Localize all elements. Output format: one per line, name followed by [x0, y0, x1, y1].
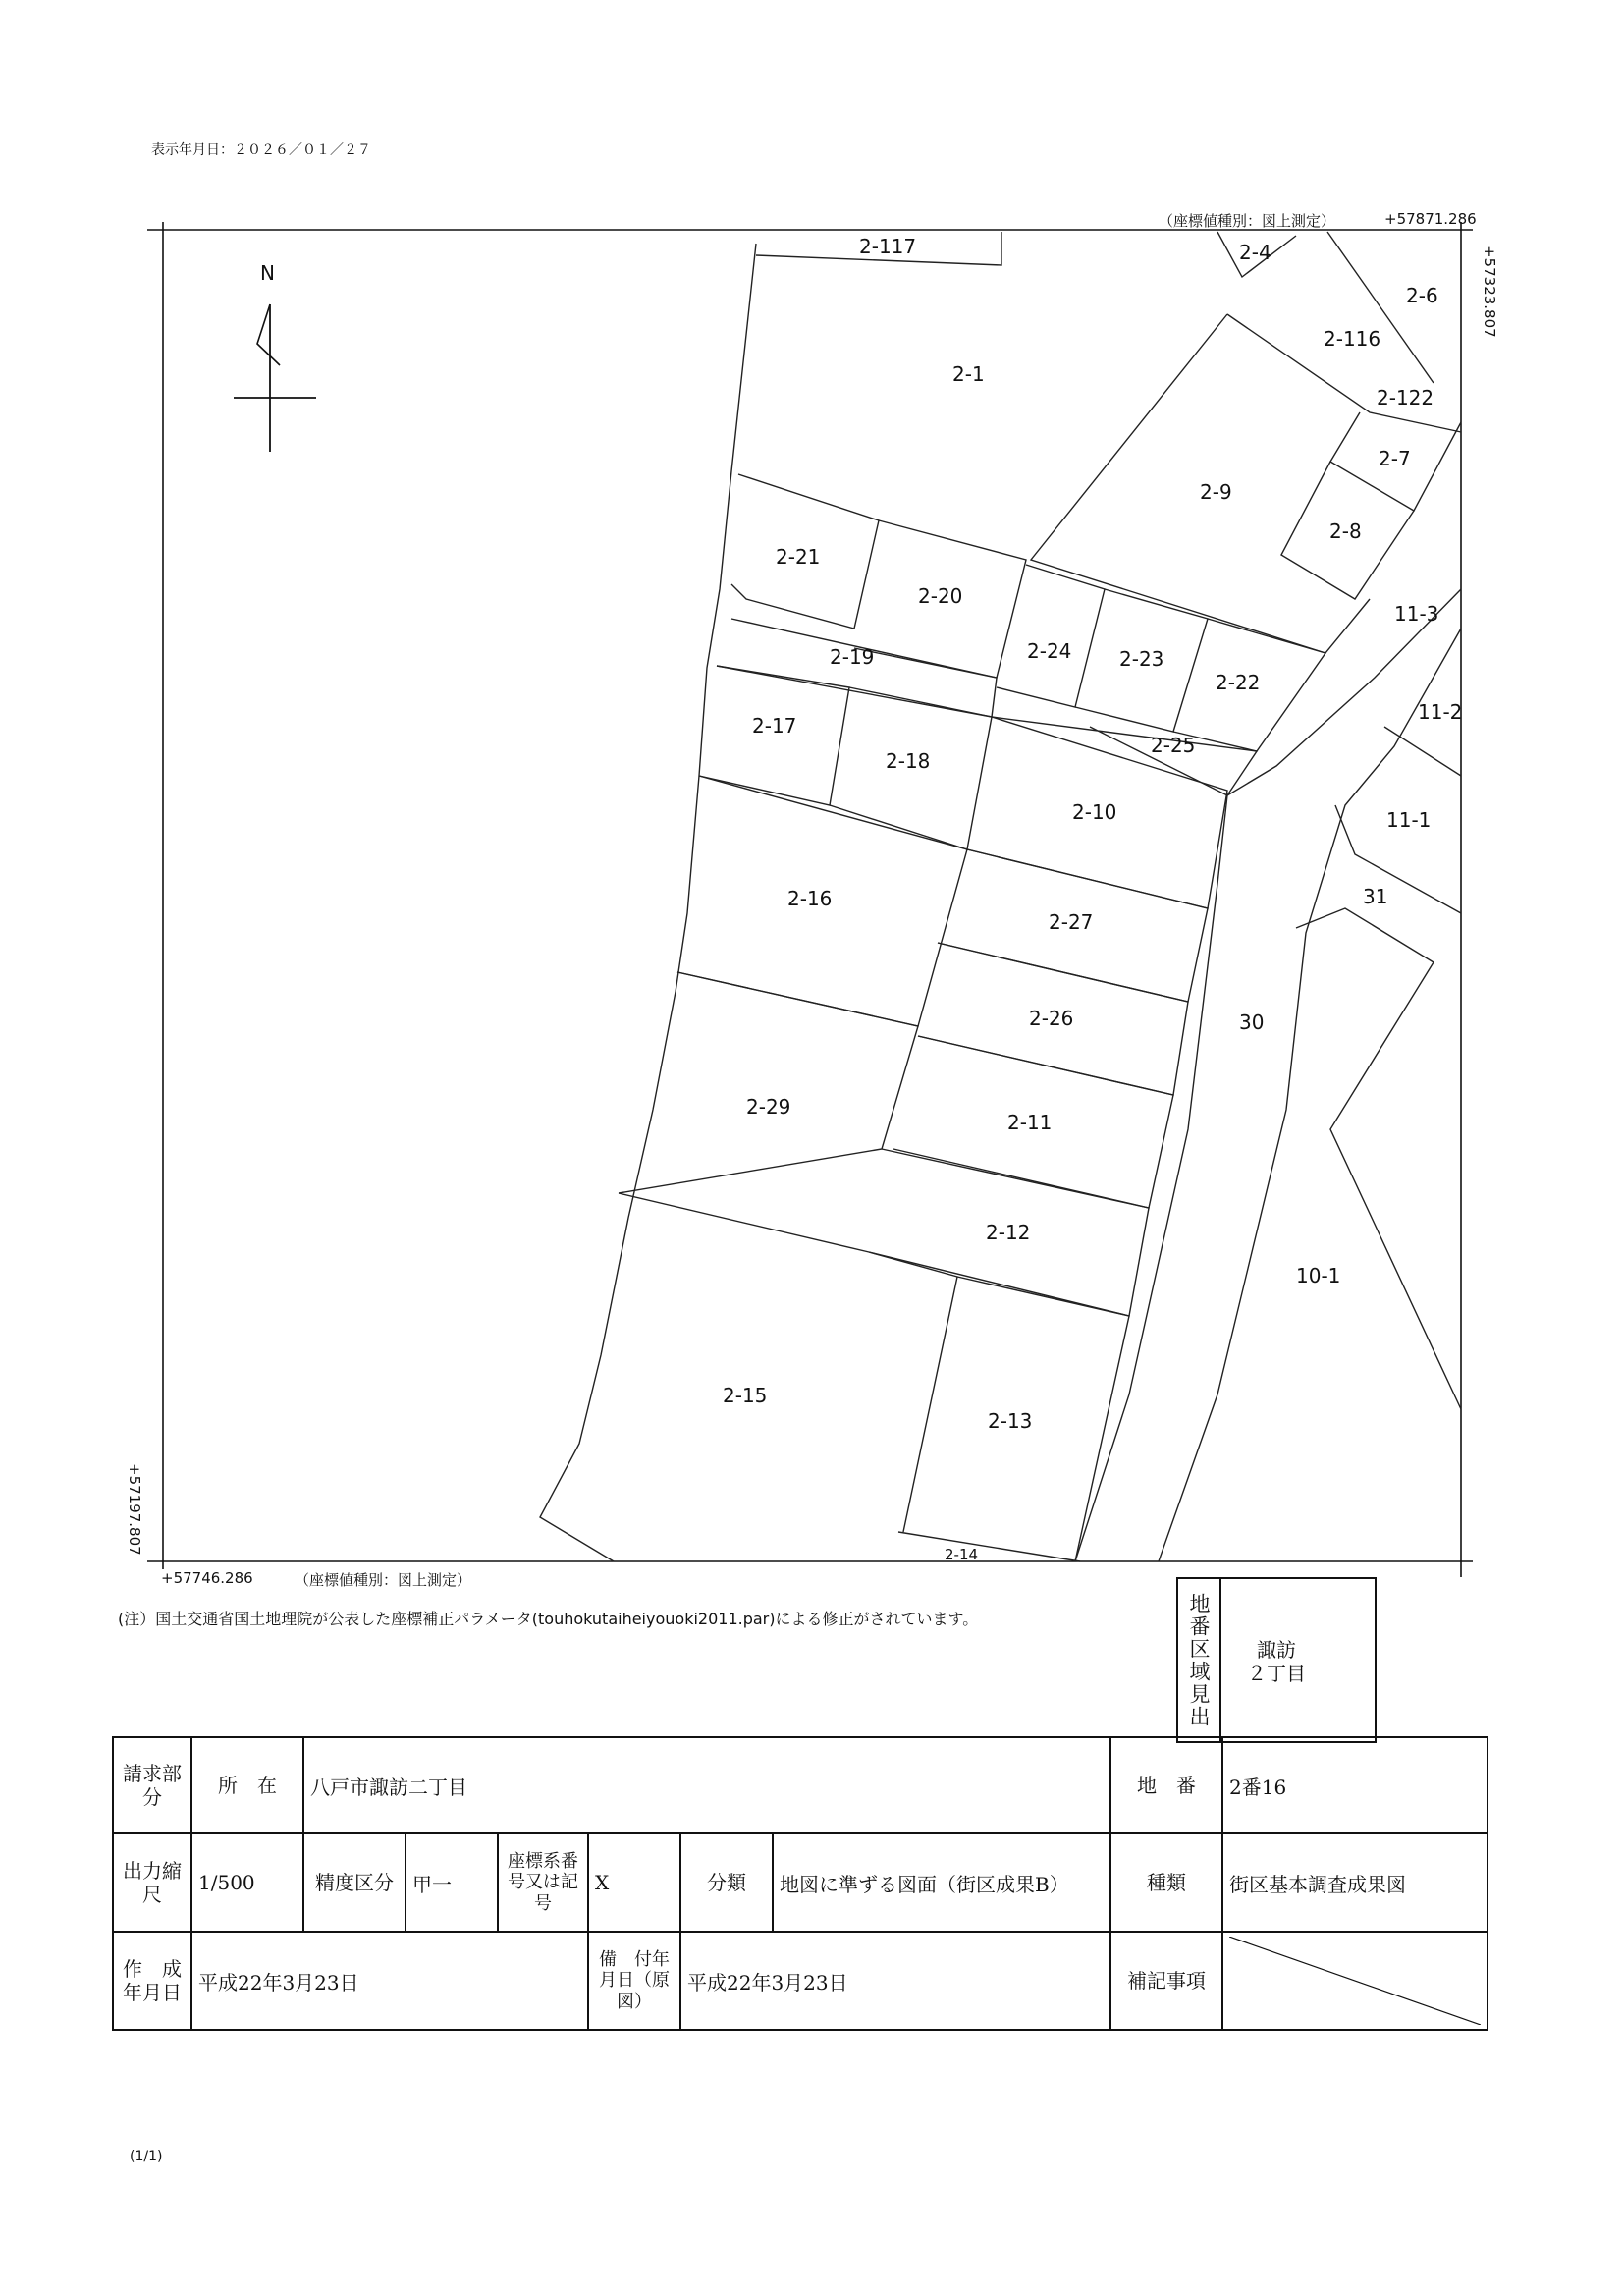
- parcel-label-2-21: 2-21: [776, 545, 821, 569]
- parcel-label-2-22: 2-22: [1216, 671, 1261, 694]
- parcel-label-2-10: 2-10: [1072, 800, 1117, 824]
- north-label: N: [260, 261, 275, 285]
- parcel-label-2-15: 2-15: [723, 1384, 768, 1407]
- label-type: 種類: [1110, 1833, 1222, 1932]
- created-date-value: 平成22年3月23日: [191, 1932, 588, 2030]
- lot-2-24-boundary: [997, 565, 1105, 707]
- label-remarks: 補記事項: [1110, 1932, 1222, 2030]
- parcel-label-2-14: 2-14: [945, 1546, 979, 1563]
- label-location: 所 在: [191, 1737, 303, 1833]
- parcel-label-2-8: 2-8: [1329, 519, 1362, 543]
- label-category: 分類: [680, 1833, 773, 1932]
- parcel-label-2-27: 2-27: [1049, 910, 1094, 934]
- parcel-label-2-1: 2-1: [952, 362, 985, 386]
- parcel-label-2-23: 2-23: [1119, 647, 1164, 671]
- coord-right-top: +57323.807: [1481, 246, 1498, 338]
- parcel-label-2-7: 2-7: [1379, 447, 1411, 470]
- type-value: 街区基本調査成果図: [1222, 1833, 1488, 1932]
- label-created-date: 作 成年月日: [113, 1932, 191, 2030]
- label-output-scale: 出力縮尺: [113, 1833, 191, 1932]
- parcel-labels: [723, 235, 1462, 1563]
- parcel-label-2-29: 2-29: [746, 1095, 791, 1119]
- index-area-line1: 諏訪: [1257, 1638, 1296, 1662]
- location-value: 八戸市諏訪二丁目: [303, 1737, 1110, 1833]
- label-lot-number: 地 番: [1110, 1737, 1222, 1833]
- lot-31-boundary: [1296, 908, 1434, 962]
- parcel-label-2-20: 2-20: [918, 584, 963, 608]
- coord-top-right: +57871.286: [1384, 210, 1477, 228]
- parcel-label-10-1: 10-1: [1296, 1264, 1341, 1287]
- correction-note: (注）国土交通省国土地理院が公表した座標補正パラメータ(touhokutaiheiyouoki2011.par)による修正がされています。: [118, 1610, 979, 1628]
- parcel-label-2-17: 2-17: [752, 714, 797, 738]
- coord-left-bottom: +57197.807: [126, 1463, 143, 1556]
- parcel-label-2-9: 2-9: [1200, 480, 1232, 504]
- parcel-label-2-117: 2-117: [859, 235, 917, 258]
- coord-type-bottom: （座標値種別：図上測定）: [295, 1571, 472, 1589]
- parcel-label-11-1: 11-1: [1386, 808, 1432, 832]
- lot-2-13-boundary: [957, 1277, 1129, 1561]
- category-value: 地図に準ずる図面（街区成果B）: [773, 1833, 1110, 1932]
- parcel-label-2-12: 2-12: [986, 1221, 1031, 1244]
- parcel-label-2-26: 2-26: [1029, 1007, 1074, 1030]
- label-coord-system: 座標系番号又は記号: [498, 1833, 588, 1932]
- coord-type-top: （座標値種別：図上測定）: [1159, 212, 1336, 230]
- parcel-label-2-18: 2-18: [886, 749, 931, 773]
- index-area-name: [1247, 1638, 1306, 1685]
- road-east-edge: [1159, 629, 1461, 1561]
- output-scale-value: 1/500: [191, 1833, 303, 1932]
- coord-system-value: X: [588, 1833, 680, 1932]
- remarks-value: [1222, 1932, 1488, 2030]
- parcel-label-11-2: 11-2: [1418, 700, 1463, 724]
- parcel-label-2-13: 2-13: [988, 1409, 1033, 1433]
- coord-bottom-left: +57746.286: [161, 1569, 253, 1587]
- installed-date-value: 平成22年3月23日: [680, 1932, 1110, 2030]
- lot-2-14-boundary: [898, 1532, 1080, 1561]
- lot-11-2-boundary: [1384, 727, 1461, 776]
- parcel-label-2-4: 2-4: [1239, 241, 1271, 264]
- north-arrow-icon: [234, 304, 316, 452]
- index-area-line2: ２丁目: [1247, 1662, 1306, 1685]
- label-request-part: 請求部分: [113, 1737, 191, 1833]
- remarks-diagonal: [1229, 1937, 1481, 2025]
- index-box: [1176, 1577, 1377, 1743]
- parcel-label-31: 31: [1363, 885, 1388, 908]
- lot-10-1-boundary: [1330, 962, 1461, 1409]
- parcel-label-2-11: 2-11: [1007, 1111, 1053, 1134]
- parcel-label-2-16: 2-16: [787, 887, 833, 910]
- parcel-label-2-116: 2-116: [1324, 327, 1381, 351]
- parcel-label-11-3: 11-3: [1394, 602, 1439, 626]
- display-date: 表示年月日：２０２６／０１／２７: [151, 142, 371, 158]
- lot-2-15-boundary: [619, 1193, 957, 1532]
- label-installed-date: 備 付年月日（原図）: [588, 1932, 680, 2030]
- page-number: (1/1): [130, 2149, 163, 2164]
- lot-2-29-boundary: [619, 972, 918, 1193]
- index-title: 地番区域見出: [1178, 1579, 1221, 1741]
- parcel-label-2-24: 2-24: [1027, 639, 1072, 663]
- parcel-label-2-25: 2-25: [1151, 734, 1196, 757]
- parcel-label-30: 30: [1239, 1011, 1265, 1034]
- parcel-label-2-122: 2-122: [1377, 386, 1434, 410]
- block-west-boundary: [540, 244, 756, 1561]
- precision-value: 甲一: [406, 1833, 498, 1932]
- info-table: [112, 1736, 1488, 2031]
- lot-2-6-boundary: [1327, 232, 1434, 383]
- parcel-label-2-6: 2-6: [1406, 284, 1438, 307]
- parcel-label-2-19: 2-19: [830, 645, 875, 669]
- label-precision: 精度区分: [303, 1833, 406, 1932]
- lot-number-value: 2番16: [1222, 1737, 1488, 1833]
